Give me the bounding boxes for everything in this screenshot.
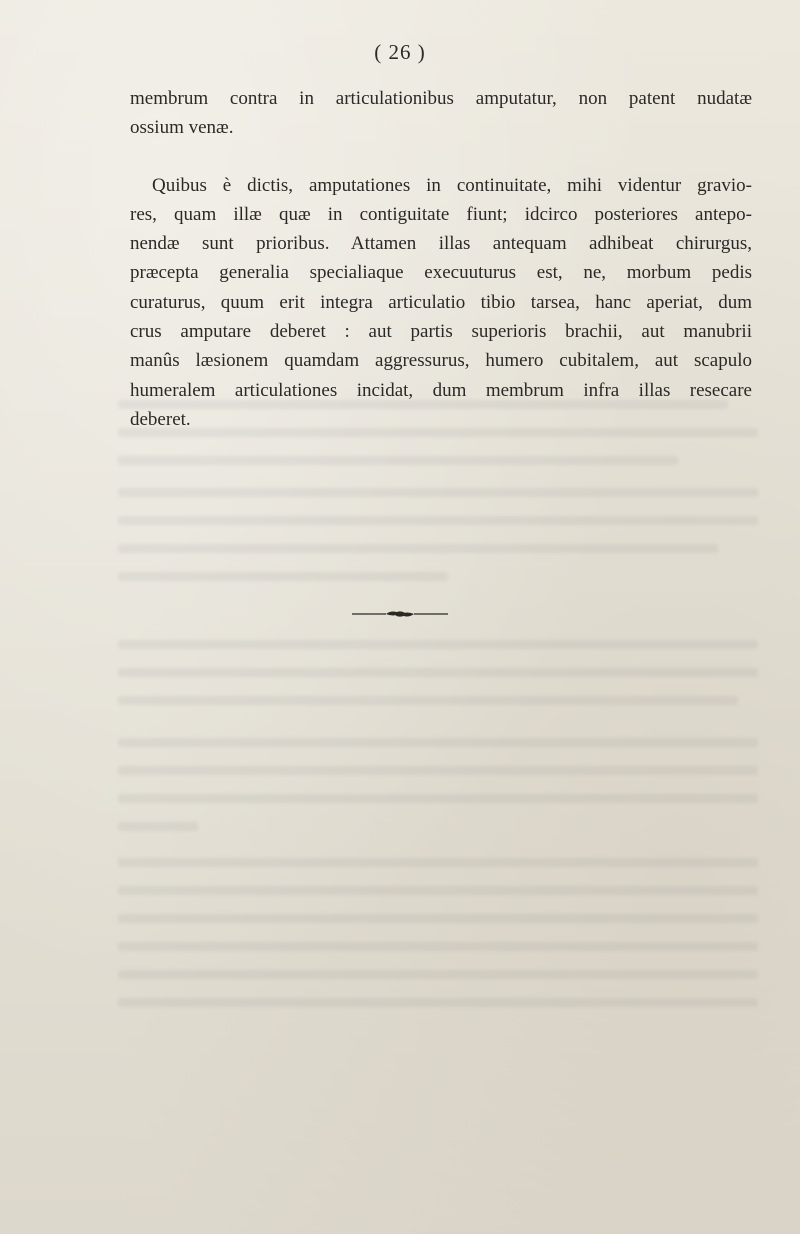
text-line: curaturus, quum erit integra articulatio tibio tarsea, hanc aperiat, dum xyxy=(130,291,752,313)
bleed-through-texture xyxy=(118,970,758,979)
bleed-through-texture xyxy=(118,516,758,525)
bleed-through-texture xyxy=(118,572,448,581)
body-text xyxy=(130,84,752,434)
paragraph-2 xyxy=(130,171,752,435)
text-line: deberet. xyxy=(130,408,191,430)
text-line: humeralem articulationes incidat, dum membrum infra illas resecare xyxy=(130,379,752,401)
bleed-through-texture xyxy=(118,998,758,1007)
bleed-through-texture xyxy=(118,640,758,649)
bleed-through-texture xyxy=(118,858,758,867)
bleed-through-texture xyxy=(118,668,758,677)
bleed-through-texture xyxy=(118,886,758,895)
bleed-through-texture xyxy=(118,544,718,553)
text-line: præcepta generalia specialiaque execuuturus est, ne, morbum pedis xyxy=(130,262,752,284)
bleed-through-texture xyxy=(118,738,758,747)
page-number: ( 26 ) xyxy=(374,40,426,64)
decorative-rule-icon xyxy=(0,607,800,626)
text-line: nendæ sunt prioribus. Attamen illas antequam adhibeat chirurgus, xyxy=(130,233,752,255)
text-line: membrum contra in articulationibus amputatur, non patent nudatæ xyxy=(130,88,752,109)
text-line: Quibus è dictis, amputationes in continuitate, mihi videntur gravio- xyxy=(152,174,752,196)
bleed-through-texture xyxy=(118,456,678,465)
paragraph-1 xyxy=(130,84,752,143)
text-line: res, quam illæ quæ in contiguitate fiunt; idcirco posteriores antepo- xyxy=(130,203,752,225)
bleed-through-texture xyxy=(118,942,758,951)
text-line: manûs læsionem quamdam aggressurus, humero cubitalem, aut scapulo xyxy=(130,350,752,372)
bleed-through-texture xyxy=(118,696,738,705)
bleed-through-texture xyxy=(118,794,758,803)
bleed-through-texture xyxy=(118,488,758,497)
text-line: ossium venæ. xyxy=(130,117,234,139)
bleed-through-texture xyxy=(118,766,758,775)
bleed-through-texture xyxy=(118,822,198,831)
text-line: crus amputare deberet : aut partis superioris brachii, aut manubrii xyxy=(130,321,752,343)
bleed-through-texture xyxy=(118,914,758,923)
